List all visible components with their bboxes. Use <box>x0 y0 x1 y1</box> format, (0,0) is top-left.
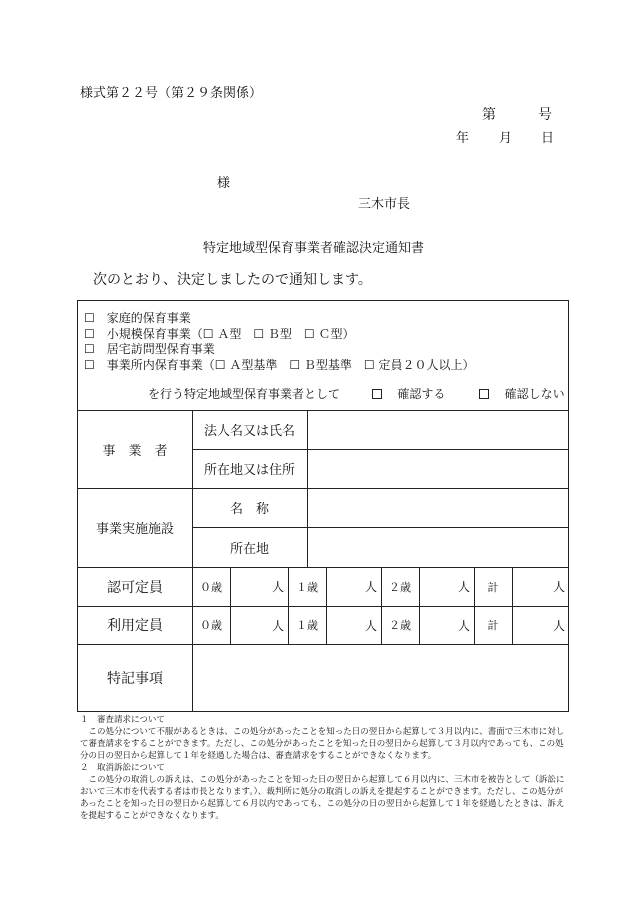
checkbox-icon[interactable]: ☐ <box>84 311 95 325</box>
age1-label: １歳 <box>296 580 318 594</box>
confirmation-form <box>77 300 569 712</box>
total-unit: 人 <box>552 580 565 594</box>
business-type-item: ☐ 小規模保育事業（☐ Ａ型 ☐ Ｂ型 ☐ Ｃ型） <box>84 326 355 341</box>
age2-label: ２歳 <box>389 580 411 594</box>
date-year: 年 <box>456 131 470 146</box>
usage-capacity-label: 利用定員 <box>107 618 163 634</box>
note1-body: この処分について不服があるときは、この処分があったことを知った日の翌日から起算して３月以内に、書面で三木市に対して審査請求をすることができます。ただし、この処分があったことを知った日の翌日から起算して３月以内であっても、この処分の日の翌日から起算して１年を経過した場合は、審査請求をすることができなくなります。 <box>80 727 565 761</box>
facility-location-label: 所在地 <box>229 541 269 557</box>
operator-label: 事 業 者 <box>102 443 168 459</box>
remarks-field[interactable] <box>193 645 568 711</box>
age0-unit: 人 <box>271 618 284 633</box>
issuer-name: 三木市長 <box>358 197 411 212</box>
age1-label: １歳 <box>296 619 318 632</box>
option-confirm: 確認する <box>397 387 446 401</box>
age2-unit: 人 <box>457 580 470 594</box>
total-unit: 人 <box>552 618 565 633</box>
facility-name-field[interactable] <box>308 489 568 526</box>
operator-name-label: 法人名又は氏名 <box>203 424 295 439</box>
intro-text: 次のとおり、決定しましたので通知します。 <box>93 272 372 288</box>
checkbox-icon[interactable]: ☐ <box>84 326 95 341</box>
business-type-list <box>84 311 475 373</box>
note1-title: １ 審査請求について <box>80 715 165 725</box>
age2-unit: 人 <box>457 618 470 633</box>
note2-body: この処分の取消しの訴えは、この処分があったことを知った日の翌日から起算して６月以内に、三木市を被告として（訴訟において三木市を代表する者は市長となります。）、裁判所に処分の取消しの訴えを提起することができます。ただし、この処分があったことを知った日の翌日から起算して６月以内であっても、この処分の日の翌日から起算して１年を経過したときは、訴えを提起することができなくなります。 <box>80 775 565 821</box>
remarks-label: 特記事項 <box>107 671 163 687</box>
business-type-item: ☐ 家庭的保育事業 <box>84 311 191 325</box>
facility-label: 事業実施施設 <box>95 522 174 537</box>
deny-checkbox-icon[interactable] <box>479 389 489 399</box>
document-title: 特定地域型保育事業者確認決定通知書 <box>203 241 425 256</box>
total-label: 計 <box>487 619 499 632</box>
date-month: 月 <box>499 131 513 146</box>
facility-location-field[interactable] <box>308 528 568 566</box>
business-type-item: ☐ 居宅訪問型保育事業 <box>84 342 215 356</box>
operator-name-field[interactable] <box>308 411 568 448</box>
age0-label: ０歳 <box>200 619 222 632</box>
age1-unit: 人 <box>364 580 377 594</box>
addressee-suffix: 様 <box>217 176 231 191</box>
doc-number-go: 号 <box>538 107 552 123</box>
operator-address-field[interactable] <box>308 450 568 487</box>
age2-label: ２歳 <box>389 619 411 632</box>
date-day: 日 <box>541 131 555 146</box>
option-deny: 確認しない <box>504 387 565 401</box>
checkbox-icon[interactable]: ☐ <box>84 342 95 356</box>
notes <box>80 714 570 822</box>
age0-unit: 人 <box>271 580 284 594</box>
age0-label: ０歳 <box>200 580 222 594</box>
form-code: 様式第２２号（第２９条関係） <box>80 86 263 101</box>
checkbox-icon[interactable]: ☐ <box>84 357 95 372</box>
facility-name-label: 名 称 <box>229 502 269 517</box>
note2-title: ２ 取消訴訟について <box>80 763 165 773</box>
business-type-item: ☐ 事業所内保育事業（☐ Ａ型基準 ☐ Ｂ型基準 ☐ 定員２０人以上） <box>84 357 475 372</box>
total-label: 計 <box>487 580 499 594</box>
doc-number-dai: 第 <box>482 107 496 123</box>
decision-prefix: を行う特定地域型保育事業者として <box>148 387 341 401</box>
decision-line <box>148 385 565 402</box>
confirm-checkbox-icon[interactable] <box>372 389 382 399</box>
operator-address-label: 所在地又は住所 <box>203 463 295 478</box>
age1-unit: 人 <box>364 618 377 633</box>
authorized-capacity-label: 認可定員 <box>107 579 163 596</box>
